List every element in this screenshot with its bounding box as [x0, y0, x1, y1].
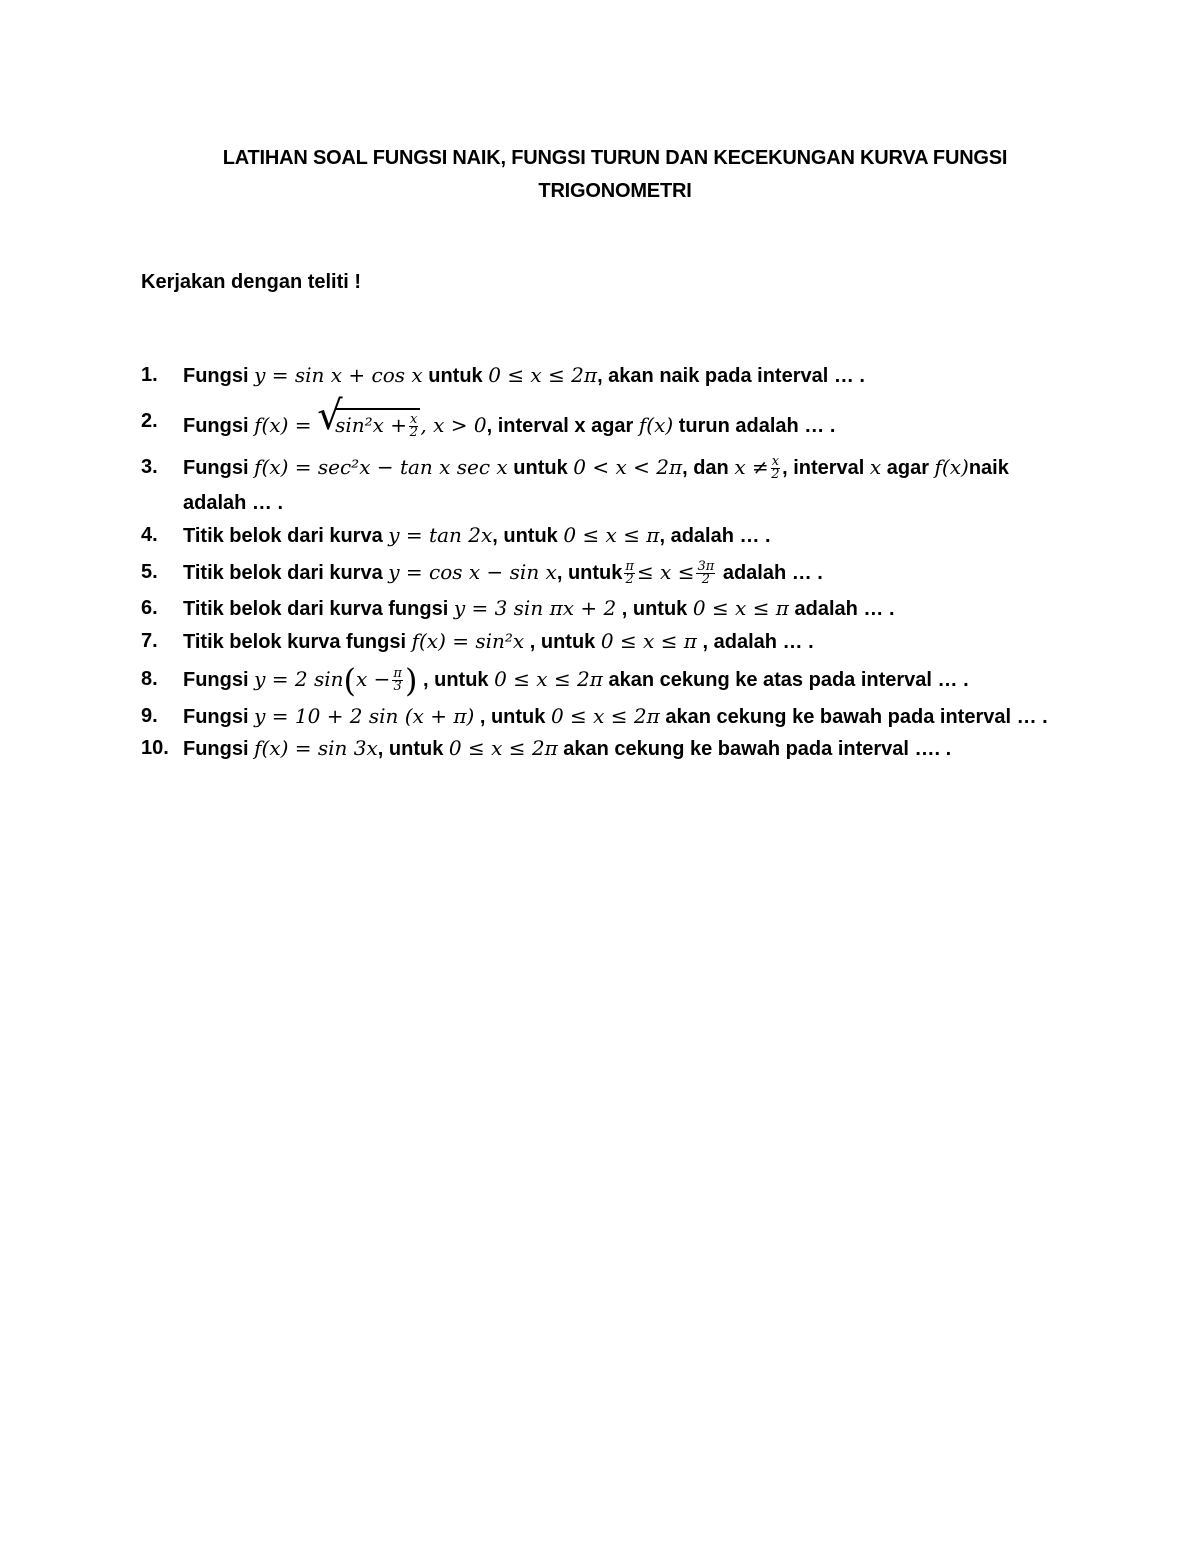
question-number: 9.	[141, 705, 158, 727]
question-text: Titik belok kurva fungsi f(x) = sin²x , untuk 0 ≤ x ≤ π , adalah … .	[183, 629, 814, 653]
question-number: 2.	[141, 410, 158, 432]
question-number: 5.	[141, 561, 158, 583]
question-text: Fungsi y = 10 + 2 sin (x + π) , untuk 0 ≤ x ≤ 2π akan cekung ke bawah pada interval … .	[183, 704, 1048, 728]
question-text: Titik belok dari kurva y = cos x − sin x, untuk $\frac{\pi}{2}$ ≤ x ≤ $\frac{3\pi}{2}$ adalah … .	[183, 559, 823, 588]
fraction: $\frac{x}{2}$	[409, 412, 418, 441]
question-number: 6.	[141, 597, 158, 619]
question-number: 8.	[141, 668, 158, 690]
left-paren: (	[343, 661, 356, 700]
question-number: 1.	[141, 364, 158, 386]
question-text: Titik belok dari kurva y = tan 2x, untuk 0 ≤ x ≤ π, adalah … .	[183, 523, 771, 547]
document-title-line-2: TRIGONOMETRI	[538, 180, 692, 202]
question-text: Fungsi f(x) = sin 3x, untuk 0 ≤ x ≤ 2π akan cekung ke bawah pada interval …. .	[183, 736, 952, 760]
question-number: 7.	[141, 630, 158, 652]
math-interval: 0 ≤ x ≤ 2π	[488, 363, 598, 387]
document-title-line-1: LATIHAN SOAL FUNGSI NAIK, FUNGSI TURUN DAN KECEKUNGAN KURVA FUNGSI	[222, 147, 1008, 169]
question-number: 3.	[141, 456, 158, 478]
question-text: Fungsi y = sin x + cos x untuk 0 ≤ x ≤ 2π, akan naik pada interval … .	[183, 363, 865, 387]
question-text: Titik belok dari kurva fungsi y = 3 sin πx + 2 , untuk 0 ≤ x ≤ π adalah … .	[183, 596, 895, 620]
question-text: Fungsi y = 2 sin(x − $\frac{\pi}{3}$ ) , untuk 0 ≤ x ≤ 2π akan cekung ke atas pada interval … .	[183, 661, 969, 700]
fraction: $\frac{3\pi}{2}$	[697, 559, 715, 588]
document-page: LATIHAN SOAL FUNGSI NAIK, FUNGSI TURUN DAN KECEKUNGAN KURVA FUNGSI TRIGONOMETRI Kerjakan dengan teliti ! 1. Fungsi y = sin x + cos x untuk 0 ≤ x ≤ 2π, akan naik pada interval … . 2. Fungsi f(x) = √ sin²x + $\frac{x}{2}$ , x > 0, interval x agar f(x) turun adalah … . 3. Fungsi f(x) = sec²x − tan x sec x untuk 0 < x < 2π, dan x ≠ $\frac{x}{2}$ , interval x agar f(x)naik adalah … . 4. Titik belok dari kurva y = tan 2x, untuk 0 ≤ x ≤ π, adalah … . 5. Titik belok dari kurva y = cos x − sin x, untuk $\frac{\pi}{2}$ ≤ x ≤ $\frac{3\pi}{2}$ adalah … . 6. Titik belok dari kurva fungsi y = 3 sin πx + 2 , untuk 0 ≤ x ≤ π adalah … . 7. Titik belok kurva fungsi f(x) = sin²x , untuk 0 ≤ x ≤ π , adalah … . 8. Fungsi y = 2 sin(x − $\frac{\pi}{3}$ ) , untuk 0 ≤ x ≤ 2π akan cekung ke atas pada interval … . 9. Fungsi y = 10 + 2 sin (x + π) , untuk 0 ≤ x ≤ 2π akan cekung ke bawah pada interval … . 10. Fungsi f(x) = sin 3x, untuk 0 ≤ x ≤ 2π akan cekung ke bawah pada interval …. .	[0, 0, 1200, 1553]
math-expression: f(x) = sec²x − tan x sec x	[254, 455, 508, 479]
question-number: 4.	[141, 524, 158, 546]
fraction: $\frac{\pi}{2}$	[625, 559, 634, 588]
math-expression: y = sin x + cos x	[254, 363, 423, 387]
math-expression: f(x) =	[254, 413, 312, 437]
square-root: √ sin²x + $\frac{x}{2}$	[317, 408, 420, 439]
radical-sign: √	[317, 393, 343, 439]
fraction: $\frac{\pi}{3}$	[393, 666, 402, 695]
right-paren: )	[404, 661, 418, 700]
instruction-text: Kerjakan dengan teliti !	[141, 271, 362, 293]
question-text: Fungsi f(x) = sec²x − tan x sec x untuk 0 < x < 2π, dan x ≠ $\frac{x}{2}$ , interval x agar f(x)naik	[183, 454, 1009, 483]
question-text: Fungsi f(x) = √ sin²x + $\frac{x}{2}$ , x > 0, interval x agar f(x) turun adalah … .	[183, 393, 836, 441]
question-number: 10.	[141, 737, 169, 759]
fraction: $\frac{x}{2}$	[771, 454, 780, 483]
